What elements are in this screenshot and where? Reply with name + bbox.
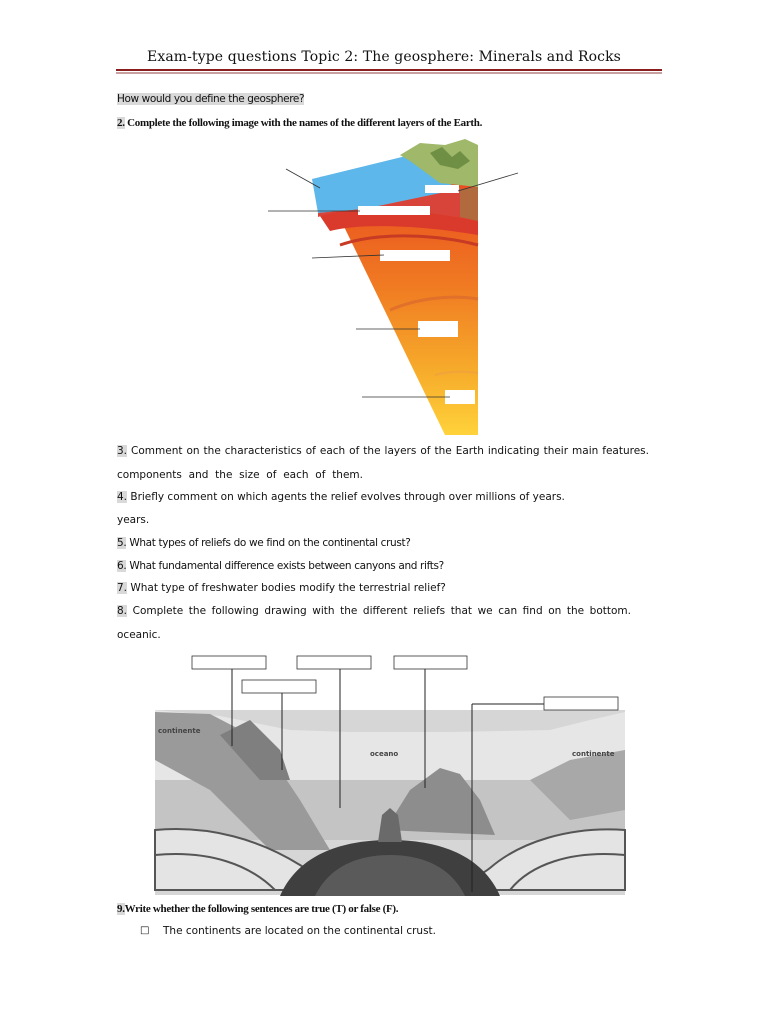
answer-box[interactable] (242, 680, 316, 693)
question-9-text: Write whether the following sentences are true (T) or false (F). (124, 903, 399, 915)
answer-box[interactable] (394, 656, 467, 669)
question-6-text: What fundamental difference exists between canyons and rifts? (126, 560, 444, 572)
header-rule (116, 69, 662, 71)
answer-box[interactable] (297, 656, 371, 669)
question-2-number: 2. (117, 117, 125, 129)
question-4-text: Briefly comment on which agents the relief evolves through over millions of years. (127, 491, 565, 503)
label-box[interactable] (358, 206, 430, 215)
question-6-number: 6. (117, 560, 127, 572)
header-rule-shadow (116, 72, 662, 74)
question-4-number: 4. (117, 491, 128, 503)
question-6 (117, 560, 444, 572)
label-box[interactable] (425, 185, 459, 193)
checkbox-icon[interactable]: □ (140, 925, 150, 936)
question-3-continued: components and the size of each of them. (117, 469, 363, 481)
earth-layers-diagram (260, 135, 530, 435)
question-5-text: What types of reliefs do we find on the continental crust? (126, 537, 411, 549)
question-9-number: 9. (117, 903, 125, 915)
question-3 (117, 445, 649, 457)
question-9 (117, 903, 398, 915)
question-8-text: Complete the following drawing with the different reliefs that we can find on the bottom. (127, 605, 631, 617)
question-1 (117, 93, 304, 105)
label-continent-left: continente (158, 727, 201, 735)
question-3-text: Comment on the characteristics of each of the layers of the Earth indicating their main features. (127, 445, 649, 457)
page-title: Exam-type questions Topic 2: The geosphere: Minerals and Rocks (147, 49, 621, 65)
question-7-number: 7. (117, 582, 128, 594)
question-4 (117, 491, 565, 503)
label-box[interactable] (380, 250, 450, 261)
question-5 (117, 537, 410, 549)
answer-box[interactable] (544, 697, 618, 710)
continental-crust-side (460, 187, 478, 221)
question-8-continued: oceanic. (117, 629, 161, 641)
label-ocean: oceano (370, 750, 399, 758)
label-box[interactable] (418, 321, 458, 337)
question-4-continued: years. (117, 514, 150, 526)
answer-box[interactable] (192, 656, 266, 669)
question-2 (117, 117, 482, 129)
question-8-number: 8. (117, 605, 128, 617)
question-2-text: Complete the following image with the names of the different layers of the Earth. (124, 117, 483, 129)
question-8 (117, 605, 631, 617)
question-1-text: How would you define the geosphere? (117, 93, 305, 105)
question-7 (117, 582, 446, 594)
question-5-number: 5. (117, 537, 127, 549)
question-3-number: 3. (117, 445, 128, 457)
ocean-floor-diagram (150, 650, 630, 896)
question-7-text: What type of freshwater bodies modify the terrestrial relief? (127, 582, 446, 594)
label-continent-right: continente (572, 750, 615, 758)
true-false-item-1: The continents are located on the continental crust. (163, 925, 437, 937)
